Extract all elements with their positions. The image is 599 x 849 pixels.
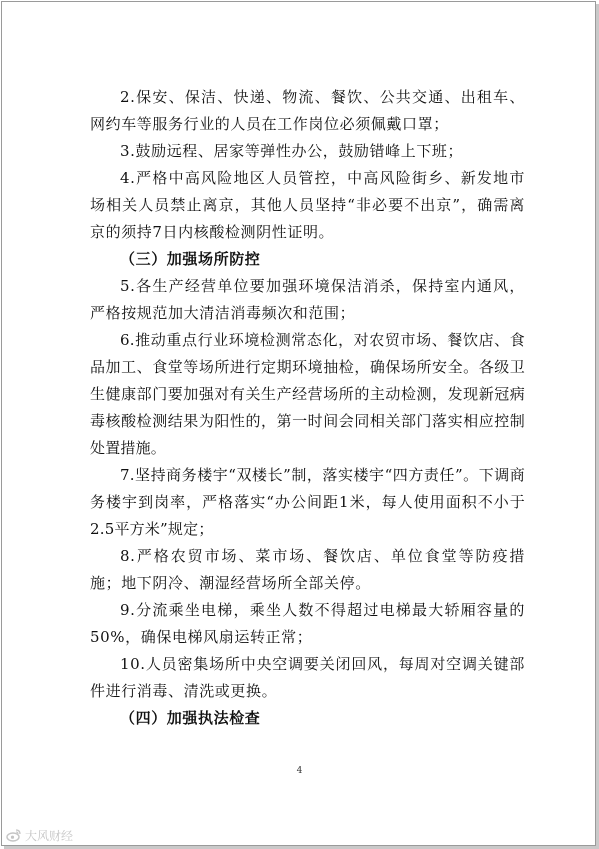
paragraph-item-6: 6.推动重点行业环境检测常态化，对农贸市场、餐饮店、食品加工、食堂等场所进行定期环境抽检，确保场所安全。各级卫生健康部门要加强对有关生产经营场所的主动检测，发现新冠病毒核酸检测结果为阳性的，第一时间会同相关部门落实相应控制处置措施。 (90, 331, 525, 457)
section-heading-4: （四）加强执法检查 (120, 709, 261, 727)
watermark-text: 大风财经 (25, 828, 74, 843)
weibo-logo-icon (6, 828, 22, 842)
paragraph-item-7: 7.坚持商务楼宇“双楼长”制，落实楼宇“四方责任”。下调商务楼宇到岗率，严格落实“办公间距1米，每人使用面积不小于2.5平方米”规定； (90, 466, 525, 538)
document-body (90, 84, 525, 732)
paragraph-item-2: 2.保安、保洁、快递、物流、餐饮、公共交通、出租车、网约车等服务行业的人员在工作岗位必须佩戴口罩； (90, 88, 525, 133)
paragraph-item-5: 5.各生产经营单位要加强环境保洁消杀，保持室内通风，严格按规范加大清洁消毒频次和范围； (90, 277, 525, 322)
section-heading-3: （三）加强场所防控 (120, 250, 261, 268)
paragraph-item-9: 9.分流乘坐电梯，乘坐人数不得超过电梯最大轿厢容量的50%，确保电梯风扇运转正常； (90, 601, 525, 646)
paragraph-item-8: 8.严格农贸市场、菜市场、餐饮店、单位食堂等防疫措施；地下阴冷、潮湿经营场所全部关停。 (90, 547, 525, 592)
page-number: 4 (296, 766, 303, 776)
paragraph-item-4: 4.严格中高风险地区人员管控，中高风险街乡、新发地市场相关人员禁止离京，其他人员坚持“非必要不出京”，确需离京的须持7日内核酸检测阴性证明。 (90, 169, 525, 241)
paragraph-item-3: 3.鼓励远程、居家等弹性办公，鼓励错峰上下班； (120, 142, 464, 160)
watermark (6, 827, 73, 843)
paragraph-item-10: 10.人员密集场所中央空调要关闭回风，每周对空调关键部件进行消毒、清洗或更换。 (90, 655, 525, 700)
